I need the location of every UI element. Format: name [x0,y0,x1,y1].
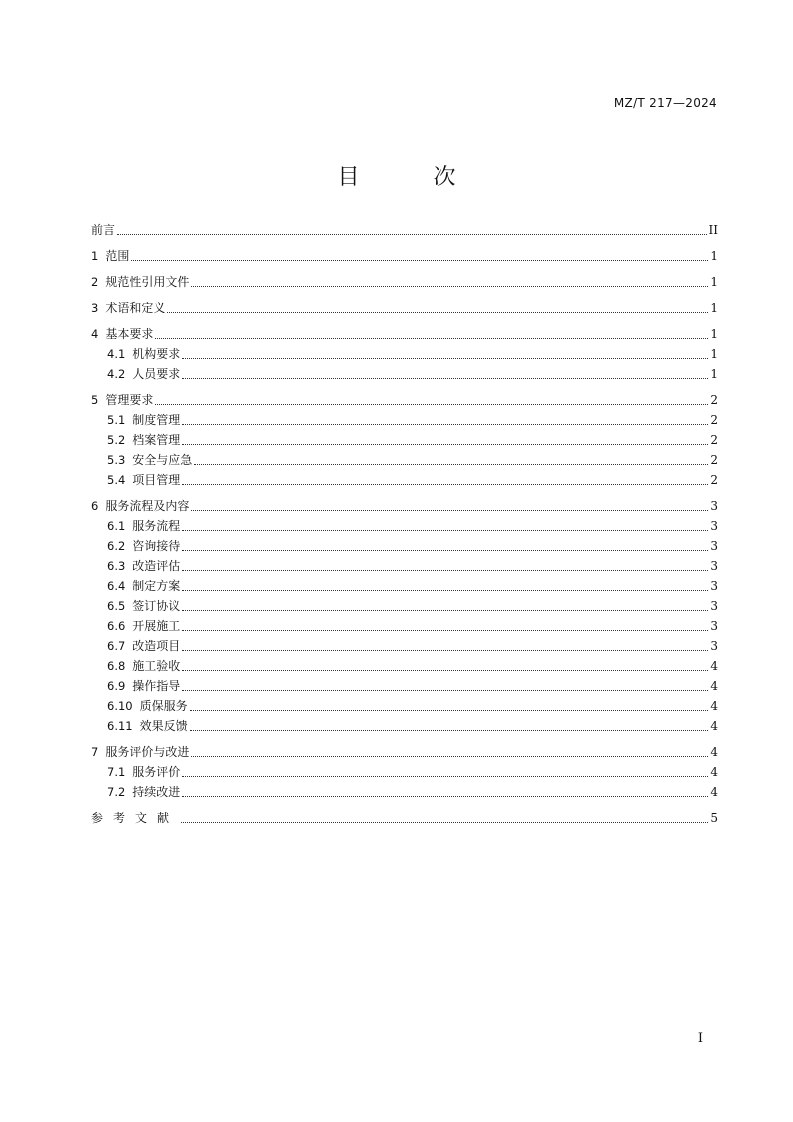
toc-leader-dots [181,812,708,823]
toc-leader-dots [191,746,708,757]
toc-entry-number: 5.1 [107,413,126,427]
toc-entry[interactable] [91,742,718,762]
toc-entry-page: 3 [710,619,718,633]
toc-entry-number: 7 [91,745,99,759]
toc-entry-number: 7.2 [107,785,126,799]
toc-entry-label: 服务评价与改进 [105,745,190,759]
toc-entry[interactable] [91,324,718,344]
toc-entry-label: 施工验收 [132,659,181,673]
toc-entry[interactable] [91,390,718,410]
toc-entry-label: 开展施工 [132,619,181,633]
toc-entry-page: 2 [710,453,718,467]
toc-entry-page: 1 [710,367,718,381]
toc-leader-dots [167,302,708,313]
toc-leader-dots [194,454,708,465]
toc-entry-number: 6.4 [107,579,126,593]
toc-entry-number: 5.2 [107,433,126,447]
toc-entry[interactable] [91,410,718,430]
toc-entry-page: 1 [710,301,718,315]
toc-entry-page: 4 [710,765,718,779]
toc-entry[interactable] [91,782,718,802]
toc-entry[interactable] [91,696,718,716]
page-folio: I [697,1031,703,1046]
toc-entry-number: 5 [91,393,99,407]
toc-entry-label: 服务评价 [132,765,181,779]
toc-entry-page: 3 [710,519,718,533]
toc-leader-dots [182,600,708,611]
toc-entry-number: 3 [91,301,99,315]
toc-entry-label: 人员要求 [132,367,181,381]
toc-entry[interactable] [91,272,718,292]
toc-leader-dots [155,328,708,339]
toc-entry-page: 2 [710,433,718,447]
toc-entry-page: 4 [710,785,718,799]
toc-entry-label: 术语和定义 [105,301,166,315]
toc-entry-label: 规范性引用文件 [105,275,190,289]
toc-entry-number: 7.1 [107,765,126,779]
toc-entry-label: 改造项目 [132,639,181,653]
toc-entry-number: 6.8 [107,659,126,673]
toc-leader-dots [155,394,708,405]
toc-entry-page: 1 [710,249,718,263]
toc-entry-page: 4 [710,679,718,693]
toc-entry-number: 6.3 [107,559,126,573]
toc-entry-label: 持续改进 [132,785,181,799]
toc-entry-label: 改造评估 [132,559,181,573]
toc-entry-page: 4 [710,699,718,713]
toc-entry-number: 5.4 [107,473,126,487]
toc-entry-page: 4 [710,659,718,673]
toc-entry-label: 管理要求 [105,393,154,407]
toc-entry[interactable] [91,596,718,616]
toc-entry[interactable] [91,616,718,636]
toc-entry[interactable] [91,808,718,828]
toc-entry[interactable] [91,636,718,656]
toc-entry-page: II [708,223,718,237]
toc-entry-number: 4 [91,327,99,341]
toc-entry-number: 6.2 [107,539,126,553]
toc-entry-page: 2 [710,473,718,487]
toc-entry[interactable] [91,344,718,364]
toc-entry[interactable] [91,246,718,266]
toc-entry-number: 2 [91,275,99,289]
toc-entry[interactable] [91,556,718,576]
toc-leader-dots [182,766,708,777]
toc-entry[interactable] [91,716,718,736]
toc-entry-number: 6 [91,499,99,513]
toc-entry-page: 4 [710,745,718,759]
toc-entry-label: 咨询接待 [132,539,181,553]
toc-entry[interactable] [91,298,718,318]
toc-entry-number: 1 [91,249,99,263]
toc-leader-dots [182,434,708,445]
toc-entry-label: 范围 [105,249,130,263]
toc-entry[interactable] [91,450,718,470]
toc-entry-label: 制定方案 [132,579,181,593]
toc-entry-page: 2 [710,393,718,407]
toc-entry-number: 6.7 [107,639,126,653]
toc-entry-page: 3 [710,639,718,653]
toc-leader-dots [182,640,708,651]
toc-entry-label: 参考文献 [91,811,180,825]
toc-leader-dots [182,474,708,485]
document-code: MZ/T 217—2024 [613,96,717,110]
toc-leader-dots [182,348,708,359]
toc-entry-page: 1 [710,275,718,289]
toc-entry[interactable] [91,516,718,536]
table-of-contents [91,220,718,828]
toc-entry[interactable] [91,536,718,556]
toc-leader-dots [182,660,708,671]
toc-entry-page: 3 [710,559,718,573]
toc-entry[interactable] [91,762,718,782]
toc-leader-dots [182,414,708,425]
toc-entry-label: 项目管理 [132,473,181,487]
toc-entry-page: 1 [710,327,718,341]
toc-entry-page: 5 [710,811,718,825]
toc-entry-label: 档案管理 [132,433,181,447]
toc-entry-label: 效果反馈 [139,719,188,733]
toc-entry-page: 3 [710,499,718,513]
toc-leader-dots [182,540,708,551]
toc-entry-label: 操作指导 [132,679,181,693]
toc-leader-dots [191,276,708,287]
toc-leader-dots [182,580,708,591]
toc-leader-dots [182,786,708,797]
toc-leader-dots [190,700,709,711]
toc-entry-label: 服务流程 [132,519,181,533]
toc-leader-dots [131,250,708,261]
toc-entry-label: 基本要求 [105,327,154,341]
toc-entry-number: 5.3 [107,453,126,467]
toc-entry-number: 6.5 [107,599,126,613]
toc-entry[interactable] [91,676,718,696]
toc-title: 目 次 [337,165,482,190]
toc-entry[interactable] [91,576,718,596]
toc-entry-label: 服务流程及内容 [105,499,190,513]
toc-leader-dots [182,680,708,691]
toc-entry-number: 4.1 [107,347,126,361]
toc-entry-page: 1 [710,347,718,361]
toc-entry-number: 4.2 [107,367,126,381]
toc-entry-label: 前言 [91,223,116,237]
toc-leader-dots [182,620,708,631]
toc-entry[interactable] [91,220,718,240]
toc-entry-number: 6.1 [107,519,126,533]
toc-leader-dots [191,500,708,511]
toc-entry-page: 3 [710,599,718,613]
toc-entry-page: 2 [710,413,718,427]
toc-entry-number: 6.11 [107,719,133,733]
toc-leader-dots [182,368,708,379]
toc-leader-dots [190,720,709,731]
toc-entry[interactable] [91,656,718,676]
toc-entry-label: 机构要求 [132,347,181,361]
toc-entry-label: 质保服务 [139,699,188,713]
toc-entry-label: 制度管理 [132,413,181,427]
toc-entry-number: 6.9 [107,679,126,693]
toc-entry-page: 4 [710,719,718,733]
toc-entry[interactable] [91,470,718,490]
toc-entry[interactable] [91,496,718,516]
toc-entry[interactable] [91,430,718,450]
toc-leader-dots [182,520,708,531]
toc-entry-page: 3 [710,579,718,593]
toc-leader-dots [117,224,707,235]
toc-entry-number: 6.10 [107,699,133,713]
toc-entry-number: 6.6 [107,619,126,633]
toc-entry[interactable] [91,364,718,384]
toc-entry-label: 安全与应急 [132,453,193,467]
toc-entry-label: 签订协议 [132,599,181,613]
toc-entry-page: 3 [710,539,718,553]
toc-leader-dots [182,560,708,571]
